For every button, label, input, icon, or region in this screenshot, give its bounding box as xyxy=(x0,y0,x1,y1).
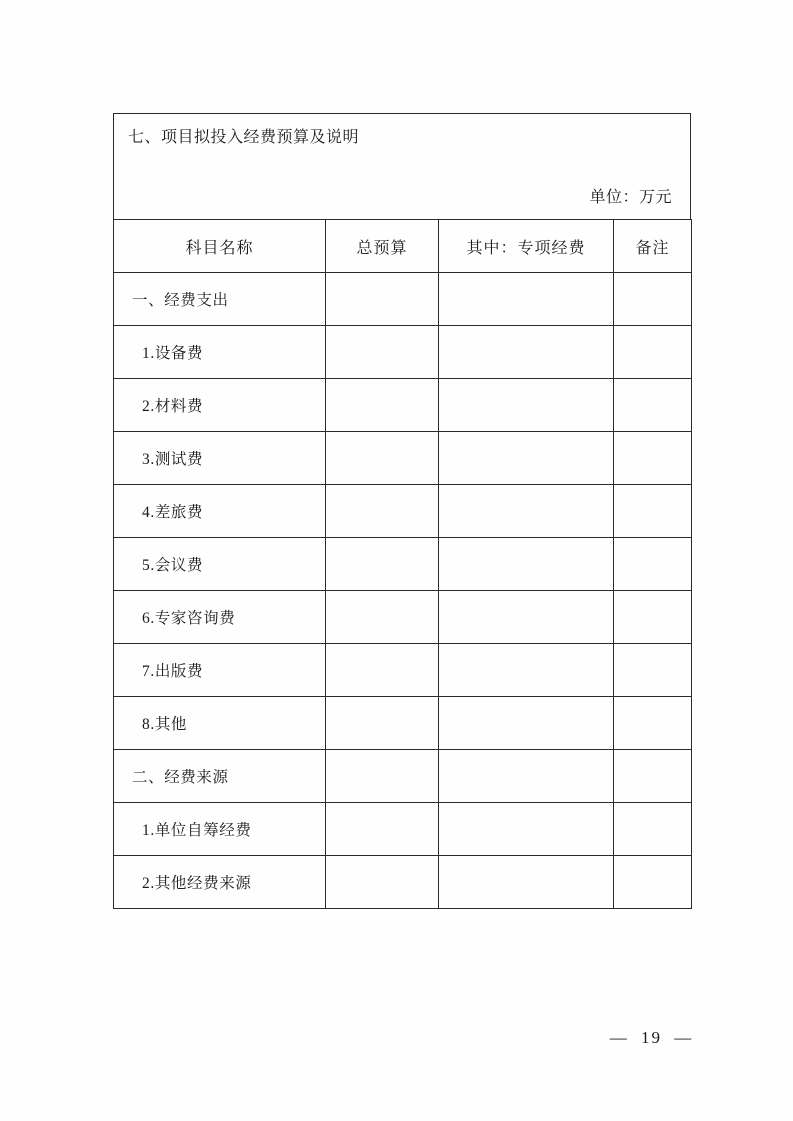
cell-total-budget[interactable] xyxy=(326,326,439,379)
row-label: 1.设备费 xyxy=(114,326,326,379)
header-subject-name: 科目名称 xyxy=(114,220,326,273)
cell-special-fund[interactable] xyxy=(439,273,614,326)
table-row xyxy=(114,644,692,697)
cell-remark[interactable] xyxy=(614,273,692,326)
row-label: 3.测试费 xyxy=(114,432,326,485)
header-total-budget: 总预算 xyxy=(326,220,439,273)
cell-remark[interactable] xyxy=(614,644,692,697)
row-label: 2.其他经费来源 xyxy=(114,856,326,909)
row-label: 1.单位自筹经费 xyxy=(114,803,326,856)
table-row xyxy=(114,485,692,538)
row-label: 4.差旅费 xyxy=(114,485,326,538)
table-row xyxy=(114,856,692,909)
budget-table-body xyxy=(114,273,692,909)
table-row xyxy=(114,803,692,856)
cell-special-fund[interactable] xyxy=(439,485,614,538)
cell-total-budget[interactable] xyxy=(326,432,439,485)
cell-total-budget[interactable] xyxy=(326,538,439,591)
cell-total-budget[interactable] xyxy=(326,591,439,644)
row-label: 一、经费支出 xyxy=(114,273,326,326)
footer-right-dash: — xyxy=(674,1028,694,1047)
budget-table-head xyxy=(114,220,692,273)
cell-special-fund[interactable] xyxy=(439,644,614,697)
section-header-box xyxy=(113,113,691,219)
footer-left-dash: — xyxy=(609,1028,629,1047)
page-number: 19 xyxy=(641,1028,662,1047)
row-label: 5.会议费 xyxy=(114,538,326,591)
cell-total-budget[interactable] xyxy=(326,379,439,432)
cell-total-budget[interactable] xyxy=(326,803,439,856)
cell-remark[interactable] xyxy=(614,379,692,432)
document-body xyxy=(113,113,691,909)
cell-special-fund[interactable] xyxy=(439,803,614,856)
row-label: 6.专家咨询费 xyxy=(114,591,326,644)
cell-special-fund[interactable] xyxy=(439,538,614,591)
row-label: 二、经费来源 xyxy=(114,750,326,803)
cell-special-fund[interactable] xyxy=(439,750,614,803)
cell-total-budget[interactable] xyxy=(326,750,439,803)
cell-special-fund[interactable] xyxy=(439,379,614,432)
cell-remark[interactable] xyxy=(614,697,692,750)
section-title: 七、项目拟投入经费预算及说明 xyxy=(128,129,360,146)
row-label: 2.材料费 xyxy=(114,379,326,432)
unit-note: 单位：万元 xyxy=(589,189,672,206)
cell-special-fund[interactable] xyxy=(439,591,614,644)
cell-remark[interactable] xyxy=(614,856,692,909)
cell-total-budget[interactable] xyxy=(326,273,439,326)
page-footer xyxy=(0,1028,793,1048)
cell-remark[interactable] xyxy=(614,750,692,803)
cell-remark[interactable] xyxy=(614,591,692,644)
header-remark: 备注 xyxy=(614,220,692,273)
budget-table xyxy=(113,219,692,909)
cell-total-budget[interactable] xyxy=(326,485,439,538)
cell-remark[interactable] xyxy=(614,803,692,856)
table-row xyxy=(114,273,692,326)
cell-remark[interactable] xyxy=(614,485,692,538)
table-header-row xyxy=(114,220,692,273)
cell-total-budget[interactable] xyxy=(326,644,439,697)
table-row xyxy=(114,591,692,644)
table-row xyxy=(114,697,692,750)
cell-remark[interactable] xyxy=(614,538,692,591)
cell-special-fund[interactable] xyxy=(439,326,614,379)
cell-remark[interactable] xyxy=(614,326,692,379)
cell-special-fund[interactable] xyxy=(439,697,614,750)
cell-total-budget[interactable] xyxy=(326,856,439,909)
table-row xyxy=(114,538,692,591)
cell-special-fund[interactable] xyxy=(439,432,614,485)
cell-total-budget[interactable] xyxy=(326,697,439,750)
table-row xyxy=(114,432,692,485)
row-label: 8.其他 xyxy=(114,697,326,750)
row-label: 7.出版费 xyxy=(114,644,326,697)
table-row xyxy=(114,379,692,432)
table-row xyxy=(114,750,692,803)
cell-remark[interactable] xyxy=(614,432,692,485)
cell-special-fund[interactable] xyxy=(439,856,614,909)
header-special-fund: 其中：专项经费 xyxy=(439,220,614,273)
table-row xyxy=(114,326,692,379)
